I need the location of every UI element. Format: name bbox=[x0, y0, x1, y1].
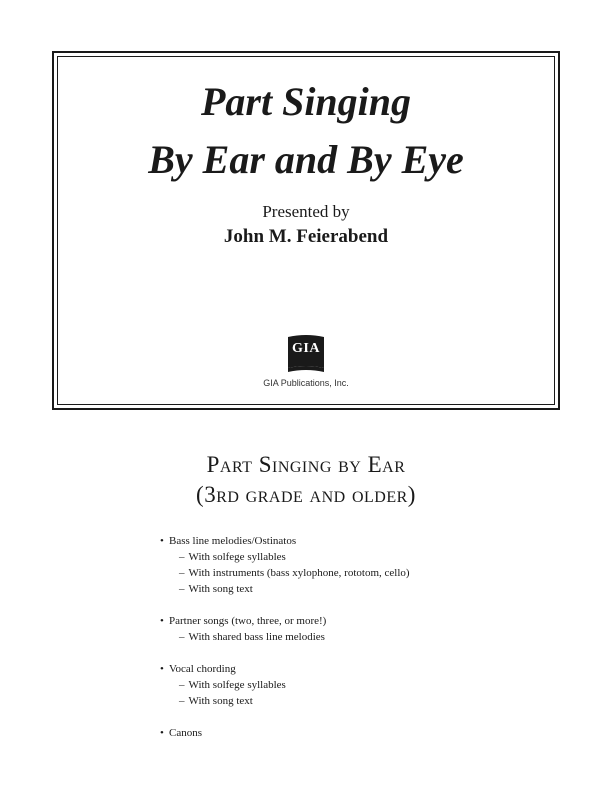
gia-logo-icon bbox=[286, 334, 326, 374]
sub-item-label: With instruments (bass xylophone, rototom, cello) bbox=[188, 567, 410, 579]
dash-icon: – bbox=[179, 695, 185, 707]
author-name: John M. Feierabend bbox=[223, 226, 389, 247]
section-heading: Part Singing by Ear bbox=[206, 452, 406, 477]
title-line-2: By Ear and By Eye bbox=[148, 137, 464, 182]
dash-icon: – bbox=[179, 567, 185, 579]
presented-by-label: Presented by bbox=[262, 202, 350, 221]
sub-item-label: With solfege syllables bbox=[188, 679, 286, 691]
bullet-icon: • bbox=[160, 615, 164, 627]
topic-list bbox=[160, 533, 410, 741]
list-item bbox=[160, 725, 410, 741]
logo-lettering: GIA bbox=[292, 341, 320, 356]
publisher-name: GIA Publications, Inc. bbox=[263, 378, 349, 388]
sub-item bbox=[160, 581, 410, 597]
bullet-icon: • bbox=[160, 727, 164, 739]
list-item-label: Canons bbox=[169, 727, 202, 739]
sub-item bbox=[160, 549, 410, 565]
sub-item bbox=[160, 629, 410, 645]
dash-icon: – bbox=[179, 583, 185, 595]
sub-item bbox=[160, 677, 410, 693]
bullet-icon: • bbox=[160, 535, 164, 547]
list-item bbox=[160, 661, 410, 677]
bullet-icon: • bbox=[160, 663, 164, 675]
dash-icon: – bbox=[179, 679, 185, 691]
sub-item-label: With solfege syllables bbox=[188, 551, 286, 563]
list-item-label: Partner songs (two, three, or more!) bbox=[169, 615, 327, 627]
list-item-label: Vocal chording bbox=[169, 663, 236, 675]
list-item bbox=[160, 533, 410, 549]
dash-icon: – bbox=[179, 631, 185, 643]
sub-item-label: With shared bass line melodies bbox=[188, 631, 325, 643]
title-line-1: Part Singing bbox=[200, 79, 412, 124]
section-subheading: (3rd grade and older) bbox=[196, 482, 416, 507]
dash-icon: – bbox=[179, 551, 185, 563]
sub-item bbox=[160, 565, 410, 581]
sub-item-label: With song text bbox=[188, 695, 253, 707]
list-item-label: Bass line melodies/Ostinatos bbox=[169, 535, 297, 547]
sub-item bbox=[160, 693, 410, 709]
list-item bbox=[160, 613, 410, 629]
sub-item-label: With song text bbox=[188, 583, 253, 595]
